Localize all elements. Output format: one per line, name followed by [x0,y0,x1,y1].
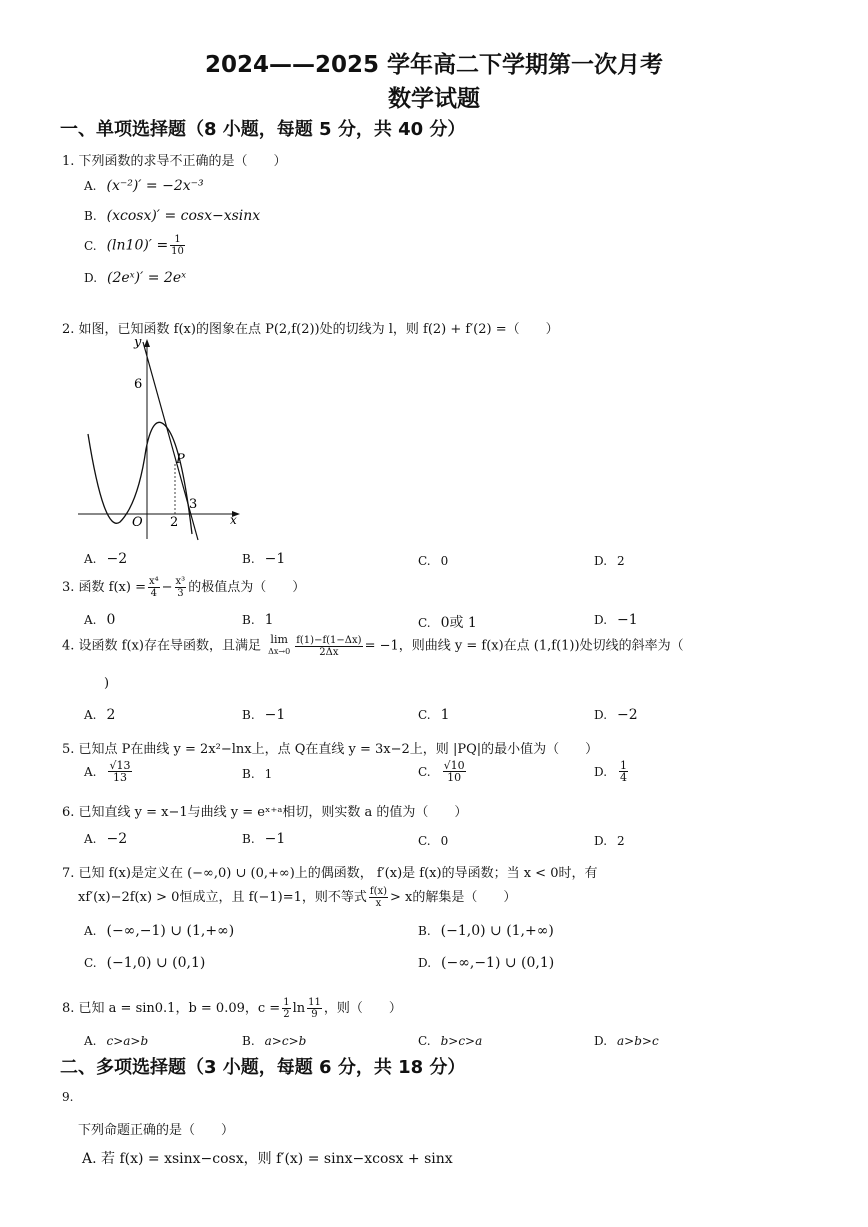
q6-option-d: D. 2 [594,834,625,848]
q4-option-a: A. 2 [84,707,116,723]
q5-option-a: A. $\frac{√13}{13}$ [84,759,131,784]
question-9-stem: 下列命题正确的是（ ） [78,1123,235,1138]
q2-option-c: C. 0 [418,554,449,568]
q7-option-c: C. (−1,0) ∪ (0,1) [84,955,206,971]
question-6-stem: 6. 已知直线 y = x−1与曲线 y = eˣ⁺ᵃ相切，则实数 a 的值为（ ） [62,805,468,820]
y-axis-arrow [144,339,150,347]
q6-option-b: B. −1 [242,831,286,847]
q5-option-b: B. 1 [242,767,273,781]
q7-option-d: D. (−∞,−1) ∪ (0,1) [418,955,555,971]
origin-label: O [132,515,143,530]
q4-option-d: D. −2 [594,707,638,723]
x-three-label: 3 [189,497,198,512]
question-4-stem-close: ) [104,676,110,691]
q8-option-d: D. a>b>c [594,1034,659,1048]
q8-option-a: A. c>a>b [84,1034,149,1048]
q2-function-graph [70,334,250,544]
q5-option-d: D. $\frac{1}{4}$ [594,759,628,784]
q8-option-b: B. a>c>b [242,1034,307,1048]
question-9-number: 9. [62,1090,74,1104]
q6-option-c: C. 0 [418,834,449,848]
q2-option-d: D. 2 [594,554,625,568]
q7-option-a: A. (−∞,−1) ∪ (1,+∞) [84,923,235,939]
q6-option-a: A. −2 [84,831,128,847]
q4-option-b: B. −1 [242,707,286,723]
exam-title: 2024——2025 学年高二下学期第一次月考 [204,52,664,78]
q9-option-a: A. 若 f(x) = xsinx−cosx，则 f′(x) = sinx−xcosx + sinx [82,1151,453,1167]
q8-option-c: C. b>c>a [418,1034,483,1048]
q3-option-b: B. 1 [242,612,274,628]
question-1-stem: 1. 下列函数的求导不正确的是（ ） [62,154,287,169]
question-5-stem: 5. 已知点 P在曲线 y = 2x²−lnx上，点 Q在直线 y = 3x−2上，则 |PQ|的最小值为（ ） [62,742,599,757]
q1-option-d: D. (2eˣ)′ = 2eˣ [84,270,187,286]
q3-option-d: D. −1 [594,612,638,628]
y-intercept-label: 6 [134,377,143,392]
x-two-label: 2 [170,515,179,530]
q2-option-a: A. −2 [84,551,128,567]
q3-option-a: A. 0 [84,612,116,628]
point-p-label: P [176,452,185,467]
section-heading-single-choice: 一、单项选择题（8 小题，每题 5 分，共 40 分） [60,119,466,140]
q4-option-c: C. 1 [418,707,450,723]
question-7-stem-line1: 7. 已知 f(x)是定义在 (−∞,0) ∪ (0,+∞)上的偶函数， f′(x)是 f(x)的导函数；当 x < 0时，有 [62,866,598,881]
x-label: x [230,513,237,527]
question-4-stem: 4. 设函数 f(x)存在导函数，且满足 lim Δx→0 $\frac{f(1)-f(1-\Delta x)}{2\Delta x}$ = −1，则曲线 y = f(x)在点 (1,f(1))处切线的斜率为（ [62,633,684,658]
q5-option-c: C. $\frac{√10}{10}$ [418,759,465,784]
q2-option-b: B. −1 [242,551,286,567]
exam-subtitle: 数学试题 [388,86,480,112]
q1-option-c: C. (ln10)′ = $\frac{1}{10}$ [84,234,184,257]
question-2-stem: 2. 如图，已知函数 f(x)的图象在点 P(2,f(2))处的切线为 l，则 f(2) + f′(2) =（ ） [62,322,559,337]
question-8-stem: 8. 已知 a = sin0.1，b = 0.09，c = $\frac{1}{2}$ ln $\frac{11}{9}$ ，则（ ） [62,997,402,1020]
q7-option-b: B. (−1,0) ∪ (1,+∞) [418,923,554,939]
question-7-stem-line2: xf′(x)−2f(x) > 0恒成立，且 f(−1)=1，则不等式 $\frac{f(x)}{x}$ > x的解集是（ ） [78,886,517,909]
q1-option-a: A. (x⁻²)′ = −2x⁻³ [84,178,204,194]
y-label: y [134,335,142,350]
q1-option-b: B. (xcosx)′ = cosx−xsinx [84,208,261,224]
question-3-stem: 3. 函数 f(x) = $\frac{\text{x⁴}}{4}$ − $\frac{\text{x³}}{3}$ 的极值点为（ ） [62,576,306,599]
q3-option-c: C. 0或 1 [418,615,477,631]
section-heading-multiple-choice: 二、多项选择题（3 小题，每题 6 分，共 18 分） [60,1057,466,1078]
